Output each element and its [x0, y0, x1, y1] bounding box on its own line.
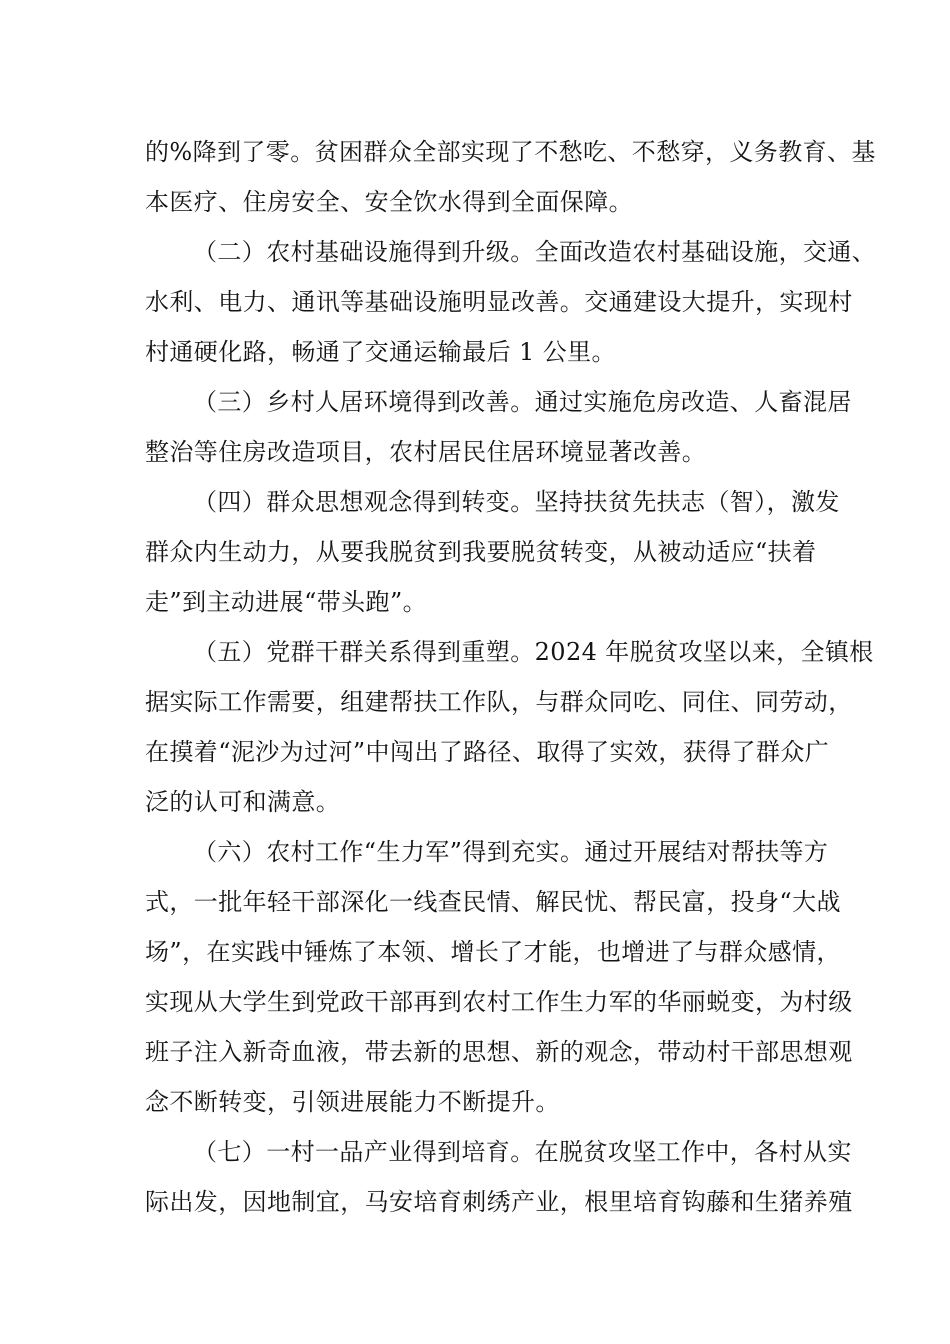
text-line: 走”到主动进展“带头跑”。	[145, 588, 428, 616]
text-line: 式，一批年轻干部深化一线查民情、解民忧、帮民富，投身“大战	[145, 888, 841, 916]
text-line: 泛的认可和满意。	[145, 788, 341, 816]
paragraph-start-line: （四）群众思想观念得到转变。坚持扶贫先扶志（智），激发	[193, 488, 840, 516]
text-line: 的%降到了零。贫困群众全部实现了不愁吃、不愁穿，义务教育、基	[145, 138, 876, 166]
text-line: 据实际工作需要，组建帮扶工作队，与群众同吃、同住、同劳动，	[145, 688, 853, 716]
text-line: 村通硬化路，畅通了交通运输最后 1 公里。	[145, 338, 616, 366]
text-line: 场”，在实践中锤炼了本领、增长了才能，也增进了与群众感情，	[145, 938, 841, 966]
text-line: 水利、电力、通讯等基础设施明显改善。交通建设大提升，实现村	[145, 288, 853, 316]
paragraph-start-line: （六）农村工作“生力军”得到充实。通过开展结对帮扶等方	[193, 838, 829, 866]
text-line: 群众内生动力，从要我脱贫到我要脱贫转变，从被动适应“扶着	[145, 538, 817, 566]
text-line: 班子注入新奇血液，带去新的思想、新的观念，带动村干部思想观	[145, 1038, 853, 1066]
text-line: 实现从大学生到党政干部再到农村工作生力军的华丽蜕变，为村级	[145, 988, 853, 1016]
paragraph-start-line: （七）一村一品产业得到培育。在脱贫攻坚工作中，各村从实	[193, 1138, 852, 1166]
text-line: 本医疗、住房安全、安全饮水得到全面保障。	[145, 188, 633, 216]
paragraph-start-line: （三）乡村人居环境得到改善。通过实施危房改造、人畜混居	[193, 388, 852, 416]
text-line: 整治等住房改造项目，农村居民住居环境显著改善。	[145, 438, 707, 466]
paragraph-start-line: （五）党群干群关系得到重塑。2024 年脱贫攻坚以来，全镇根	[193, 638, 874, 666]
text-line: 在摸着“泥沙为过河”中闯出了路径、取得了实效，获得了群众广	[145, 738, 830, 766]
paragraph-start-line: （二）农村基础设施得到升级。全面改造农村基础设施，交通、	[193, 238, 877, 266]
text-line: 念不断转变，引领进展能力不断提升。	[145, 1088, 560, 1116]
text-line: 际出发，因地制宜，马安培育刺绣产业，根里培育钩藤和生猪养殖	[145, 1188, 853, 1216]
